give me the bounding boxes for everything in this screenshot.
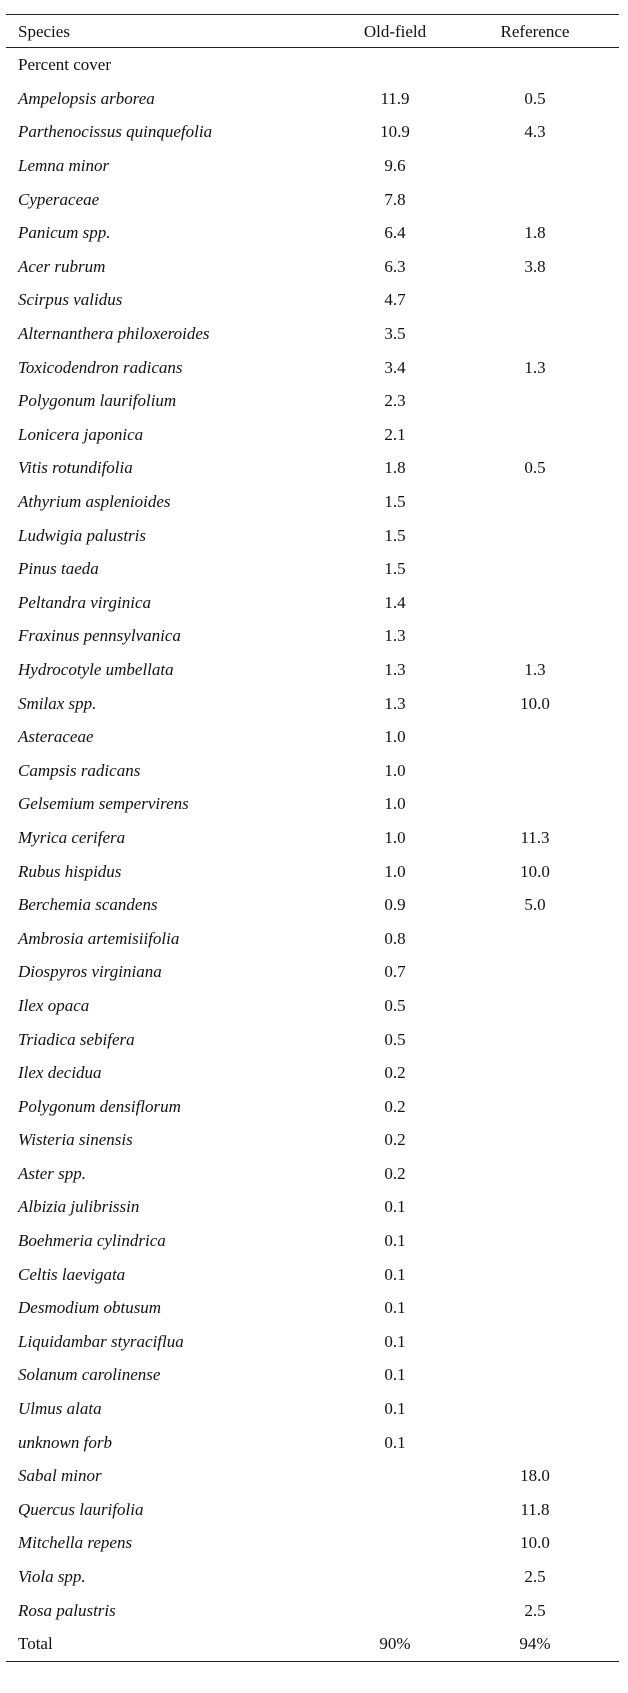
table-row [6, 1224, 619, 1258]
species-name: Berchemia scandens [18, 895, 158, 915]
table-row [6, 1089, 619, 1123]
species-name: Panicum spp. [18, 223, 111, 243]
table-row [6, 787, 619, 821]
reference-value: 3.8 [524, 256, 546, 276]
species-name: Myrica cerifera [18, 827, 126, 847]
table-row [6, 686, 619, 720]
table-row [6, 720, 619, 754]
old-field-value: 0.2 [384, 1130, 406, 1150]
species-name: unknown forb [18, 1432, 112, 1452]
old-field-value: 1.3 [384, 659, 406, 679]
table-row [6, 1257, 619, 1291]
species-name: Ambrosia artemisiifolia [18, 928, 180, 948]
old-field-value: 4.7 [384, 290, 406, 310]
table-row [6, 1358, 619, 1392]
bottom-rule [6, 1661, 619, 1662]
reference-value: 0.5 [524, 88, 546, 108]
reference-value: 10.0 [520, 1533, 550, 1553]
header-species: Species [18, 21, 70, 41]
table-row [6, 182, 619, 216]
species-name: Boehmeria cylindrica [18, 1231, 166, 1251]
reference-value: 4.3 [524, 122, 546, 142]
species-name: Wisteria sinensis [18, 1130, 133, 1150]
reference-value: 10.0 [520, 693, 550, 713]
table-row [6, 451, 619, 485]
old-field-value: 1.0 [384, 760, 406, 780]
old-field-value: 0.1 [384, 1365, 406, 1385]
table-row [6, 854, 619, 888]
old-field-value: 0.1 [384, 1264, 406, 1284]
header-old-field: Old-field [363, 21, 427, 41]
table-row [6, 1459, 619, 1493]
table-row [6, 1493, 619, 1527]
old-field-value: 0.9 [384, 895, 406, 915]
table-row [6, 888, 619, 922]
table-row [6, 619, 619, 653]
reference-value: 1.8 [524, 223, 546, 243]
species-name: Lonicera japonica [18, 424, 144, 444]
table-row [6, 955, 619, 989]
table-row [6, 384, 619, 418]
species-name: Lemna minor [18, 156, 110, 176]
reference-value: 11.3 [520, 827, 550, 847]
species-name: Rosa palustris [18, 1600, 116, 1620]
old-field-value: 0.2 [384, 1096, 406, 1116]
species-name: Polygonum laurifolium [18, 391, 177, 411]
old-field-value: 6.3 [384, 256, 406, 276]
table-row [6, 552, 619, 586]
species-name: Parthenocissus quinquefolia [18, 122, 213, 142]
old-field-value: 1.4 [384, 592, 406, 612]
table-row [6, 586, 619, 620]
species-name: Viola spp. [18, 1567, 86, 1587]
species-name: Peltandra virginica [18, 592, 151, 612]
old-field-value: 1.0 [384, 794, 406, 814]
species-name: Aster spp. [18, 1163, 86, 1183]
old-field-value: 3.4 [384, 357, 406, 377]
table-row [6, 1190, 619, 1224]
old-field-value: 0.1 [384, 1231, 406, 1251]
table-row [6, 753, 619, 787]
reference-value: 0.5 [524, 458, 546, 478]
species-name: Ulmus alata [18, 1399, 102, 1419]
species-name: Albizia julibrissin [18, 1197, 140, 1217]
old-field-value: 1.0 [384, 827, 406, 847]
table-row [6, 1425, 619, 1459]
old-field-value: 0.7 [384, 962, 406, 982]
table-row [6, 921, 619, 955]
species-name: Cyperaceae [18, 189, 100, 209]
total-row [6, 1627, 619, 1661]
header-reference: Reference [500, 21, 570, 41]
old-field-value: 6.4 [384, 223, 406, 243]
old-field-value: 1.3 [384, 626, 406, 646]
old-field-value: 1.0 [384, 861, 406, 881]
table-row [6, 418, 619, 452]
species-name: Ampelopsis arborea [18, 88, 155, 108]
old-field-value: 0.1 [384, 1331, 406, 1351]
old-field-value: 1.3 [384, 693, 406, 713]
old-field-value: 0.2 [384, 1163, 406, 1183]
old-field-value: 0.5 [384, 1029, 406, 1049]
old-field-value: 1.8 [384, 458, 406, 478]
table-row [6, 115, 619, 149]
table-row [6, 1291, 619, 1325]
reference-value: 1.3 [524, 357, 546, 377]
old-field-value: 1.5 [384, 525, 406, 545]
table-row [6, 1123, 619, 1157]
old-field-value: 1.5 [384, 492, 406, 512]
old-field-value: 1.5 [384, 559, 406, 579]
species-name: Ilex opaca [18, 995, 90, 1015]
species-name: Diospyros virginiana [18, 962, 162, 982]
table-body [6, 82, 619, 1627]
table-row [6, 1056, 619, 1090]
reference-value: 5.0 [524, 895, 546, 915]
species-name: Alternanthera philoxeroides [18, 324, 210, 344]
table-row [6, 1325, 619, 1359]
total-old-field: 90% [379, 1634, 411, 1654]
table-row [6, 283, 619, 317]
reference-value: 10.0 [520, 861, 550, 881]
table-row [6, 989, 619, 1023]
table-row [6, 1526, 619, 1560]
species-name: Quercus laurifolia [18, 1499, 144, 1519]
old-field-value: 0.1 [384, 1197, 406, 1217]
table-row [6, 1022, 619, 1056]
total-reference: 94% [519, 1634, 551, 1654]
species-name: Ilex decidua [18, 1063, 102, 1083]
table-row [6, 317, 619, 351]
table-row [6, 1560, 619, 1594]
table-row [6, 1593, 619, 1627]
species-name: Vitis rotundifolia [18, 458, 133, 478]
old-field-value: 3.5 [384, 324, 406, 344]
species-cover-table [6, 14, 619, 1662]
species-name: Desmodium obtusum [18, 1298, 162, 1318]
table-row [6, 149, 619, 183]
species-name: Sabal minor [18, 1466, 102, 1486]
reference-value: 18.0 [520, 1466, 550, 1486]
table-row [6, 1392, 619, 1426]
species-name: Scirpus validus [18, 290, 123, 310]
old-field-value: 0.1 [384, 1432, 406, 1452]
species-name: Gelsemium sempervirens [18, 794, 189, 814]
table-row [6, 216, 619, 250]
species-name: Ludwigia palustris [18, 525, 147, 545]
old-field-value: 0.1 [384, 1298, 406, 1318]
old-field-value: 2.3 [384, 391, 406, 411]
species-name: Hydrocotyle umbellata [18, 659, 174, 679]
reference-value: 2.5 [524, 1600, 546, 1620]
species-name: Smilax spp. [18, 693, 97, 713]
total-label: Total [18, 1634, 53, 1654]
header-row [6, 15, 619, 47]
table-row [6, 821, 619, 855]
section-label-row [6, 48, 619, 82]
table-row [6, 485, 619, 519]
table-row [6, 653, 619, 687]
species-name: Polygonum densiflorum [18, 1096, 181, 1116]
old-field-value: 7.8 [384, 189, 406, 209]
old-field-value: 11.9 [380, 88, 410, 108]
species-name: Fraxinus pennsylvanica [18, 626, 181, 646]
species-name: Triadica sebifera [18, 1029, 135, 1049]
old-field-value: 0.5 [384, 995, 406, 1015]
table-row [6, 1157, 619, 1191]
species-name: Liquidambar styraciflua [18, 1331, 184, 1351]
species-name: Acer rubrum [18, 256, 106, 276]
old-field-value: 0.1 [384, 1399, 406, 1419]
table-row [6, 518, 619, 552]
reference-value: 1.3 [524, 659, 546, 679]
table-row [6, 82, 619, 116]
old-field-value: 9.6 [384, 156, 406, 176]
old-field-value: 0.2 [384, 1063, 406, 1083]
species-name: Toxicodendron radicans [18, 357, 183, 377]
reference-value: 11.8 [520, 1499, 550, 1519]
species-name: Mitchella repens [18, 1533, 133, 1553]
table-row [6, 250, 619, 284]
old-field-value: 1.0 [384, 727, 406, 747]
species-name: Athyrium asplenioides [18, 492, 171, 512]
old-field-value: 10.9 [380, 122, 410, 142]
reference-value: 2.5 [524, 1567, 546, 1587]
table-row [6, 350, 619, 384]
species-name: Pinus taeda [18, 559, 99, 579]
species-name: Campsis radicans [18, 760, 141, 780]
species-name: Solanum carolinense [18, 1365, 161, 1385]
species-name: Celtis laevigata [18, 1264, 126, 1284]
species-name: Asteraceae [18, 727, 94, 747]
old-field-value: 2.1 [384, 424, 406, 444]
section-label: Percent cover [18, 55, 111, 75]
species-name: Rubus hispidus [18, 861, 122, 881]
old-field-value: 0.8 [384, 928, 406, 948]
